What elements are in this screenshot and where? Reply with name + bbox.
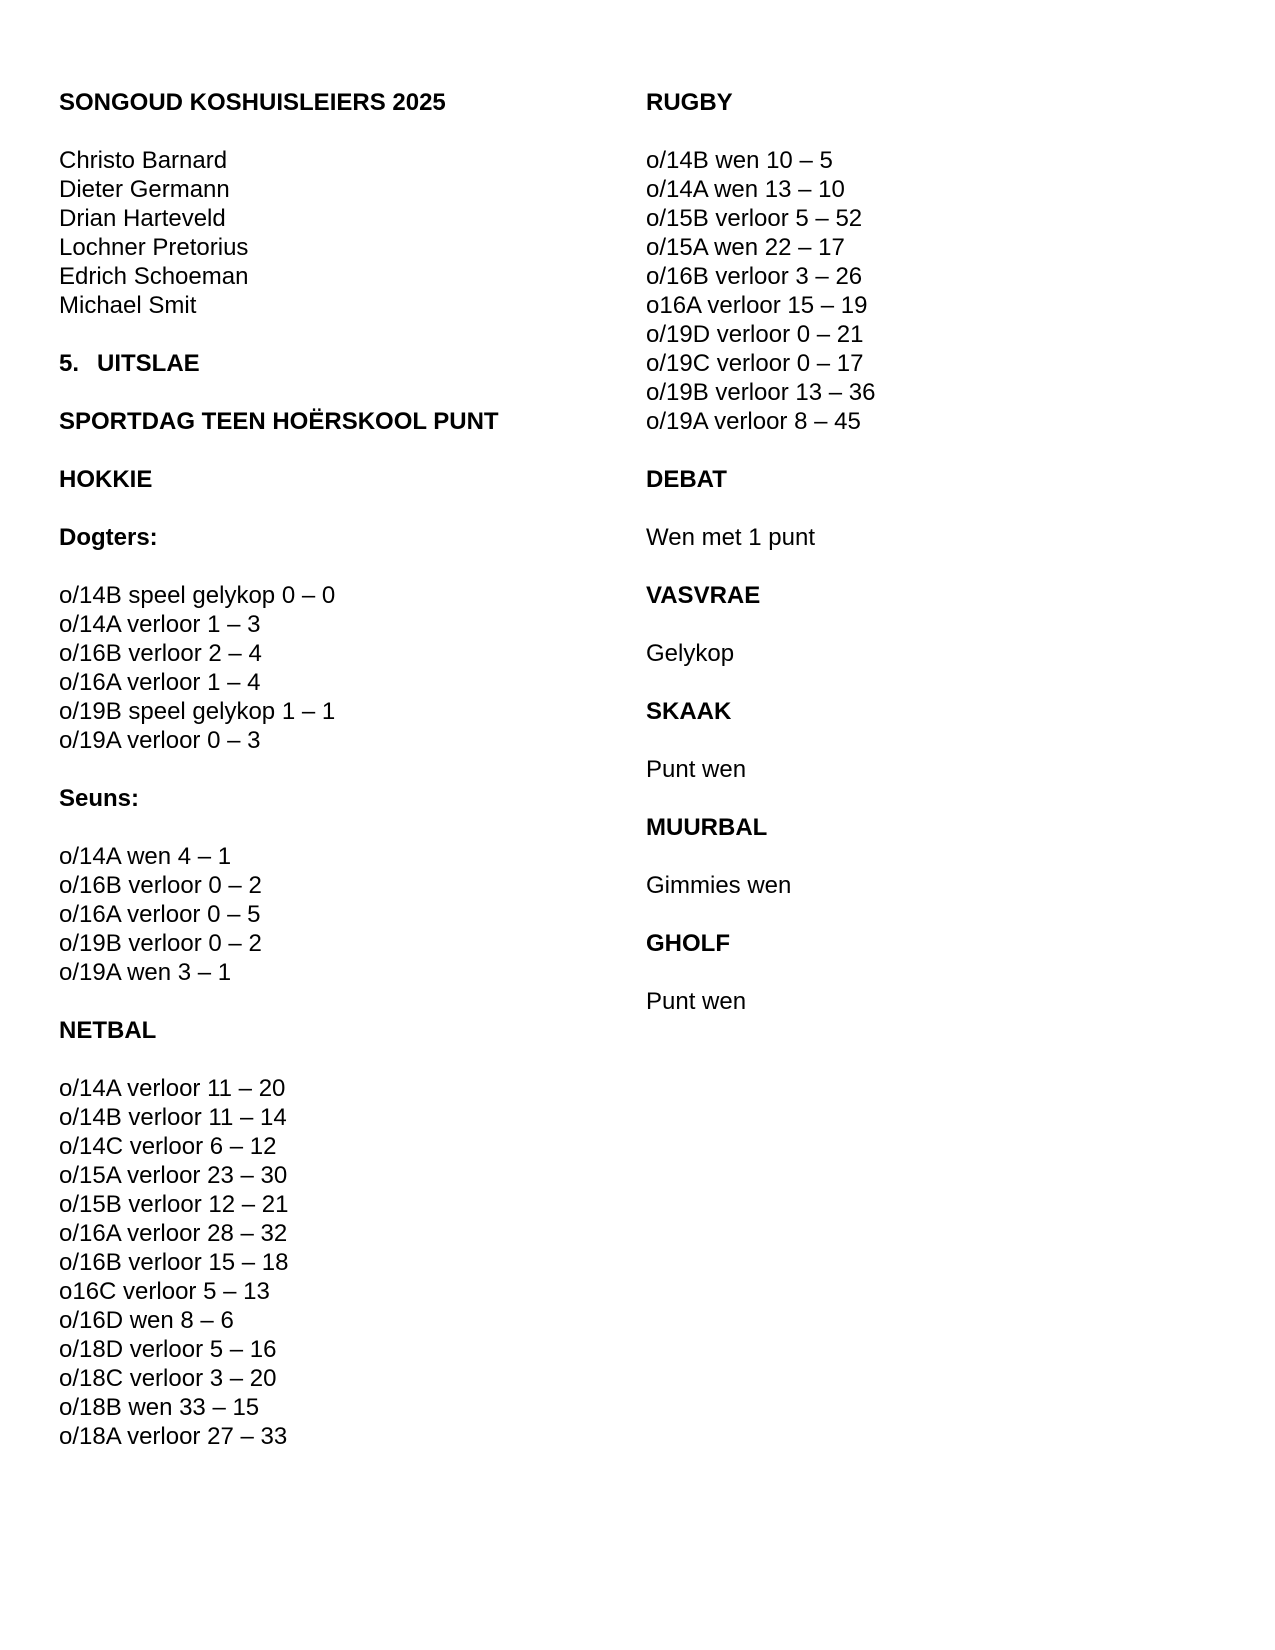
result-line: o/15A wen 22 – 17 xyxy=(646,234,845,261)
hockey-girls-label: Dogters: xyxy=(59,524,158,551)
rugby-results xyxy=(646,146,1206,436)
result-line: o/18D verloor 5 – 16 xyxy=(59,1336,277,1363)
quiz-result: Gelykop xyxy=(646,640,735,667)
result-line: o/14A verloor 1 – 3 xyxy=(59,611,261,638)
hockey-boys-results xyxy=(59,842,619,987)
leader-name: Dieter Germann xyxy=(59,176,230,203)
result-line: o/14B speel gelykop 0 – 0 xyxy=(59,582,336,609)
golf-heading: GHOLF xyxy=(646,930,730,957)
leader-name: Michael Smit xyxy=(59,292,197,319)
section-heading xyxy=(59,349,619,378)
result-line: o/16B verloor 3 – 26 xyxy=(646,263,863,290)
wallball-result: Gimmies wen xyxy=(646,872,792,899)
rugby-heading: RUGBY xyxy=(646,89,733,116)
result-line: o/19B speel gelykop 1 – 1 xyxy=(59,698,336,725)
leader-name: Lochner Pretorius xyxy=(59,234,249,261)
result-line: o/16B verloor 2 – 4 xyxy=(59,640,262,667)
hockey-boys-label: Seuns: xyxy=(59,785,140,812)
leader-name: Edrich Schoeman xyxy=(59,263,249,290)
left-column xyxy=(59,88,619,1451)
result-line: o/19C verloor 0 – 17 xyxy=(646,350,864,377)
result-line: o/16A verloor 1 – 4 xyxy=(59,669,261,696)
result-line: o/16B verloor 0 – 2 xyxy=(59,872,262,899)
wallball-heading: MUURBAL xyxy=(646,814,768,841)
result-line: o/15B verloor 12 – 21 xyxy=(59,1191,289,1218)
section-number: 5. xyxy=(59,350,80,377)
result-line: o/15A verloor 23 – 30 xyxy=(59,1162,288,1189)
result-line: o/19B verloor 13 – 36 xyxy=(646,379,876,406)
sportday-heading: SPORTDAG TEEN HOËRSKOOL PUNT xyxy=(59,408,499,435)
leader-name: Christo Barnard xyxy=(59,147,228,174)
result-line: o/19B verloor 0 – 2 xyxy=(59,930,262,957)
leader-name: Drian Harteveld xyxy=(59,205,226,232)
right-column xyxy=(646,88,1206,1016)
result-line: o16C verloor 5 – 13 xyxy=(59,1278,270,1305)
section-title: UITSLAE xyxy=(97,350,200,377)
golf-result: Punt wen xyxy=(646,988,747,1015)
result-line: o/14C verloor 6 – 12 xyxy=(59,1133,277,1160)
hockey-heading: HOKKIE xyxy=(59,466,153,493)
result-line: o/19D verloor 0 – 21 xyxy=(646,321,864,348)
netball-results xyxy=(59,1074,619,1451)
result-line: o/16D wen 8 – 6 xyxy=(59,1307,234,1334)
result-line: o/18B wen 33 – 15 xyxy=(59,1394,260,1421)
quiz-heading: VASVRAE xyxy=(646,582,761,609)
result-line: o/18A verloor 27 – 33 xyxy=(59,1423,288,1450)
debate-result: Wen met 1 punt xyxy=(646,524,815,551)
result-line: o/14B wen 10 – 5 xyxy=(646,147,833,174)
debate-heading: DEBAT xyxy=(646,466,727,493)
result-line: o/14A verloor 11 – 20 xyxy=(59,1075,286,1102)
result-line: o/18C verloor 3 – 20 xyxy=(59,1365,277,1392)
leaders-heading: SONGOUD KOSHUISLEIERS 2025 xyxy=(59,89,446,116)
result-line: o/14A wen 4 – 1 xyxy=(59,843,232,870)
result-line: o/19A wen 3 – 1 xyxy=(59,959,232,986)
result-line: o/19A verloor 0 – 3 xyxy=(59,727,261,754)
result-line: o/14A wen 13 – 10 xyxy=(646,176,845,203)
leaders-list xyxy=(59,146,619,320)
result-line: o/19A verloor 8 – 45 xyxy=(646,408,861,435)
result-line: o/16A verloor 28 – 32 xyxy=(59,1220,288,1247)
result-line: o/16B verloor 15 – 18 xyxy=(59,1249,289,1276)
result-line: o16A verloor 15 – 19 xyxy=(646,292,868,319)
result-line: o/16A verloor 0 – 5 xyxy=(59,901,261,928)
result-line: o/15B verloor 5 – 52 xyxy=(646,205,863,232)
chess-heading: SKAAK xyxy=(646,698,732,725)
netball-heading: NETBAL xyxy=(59,1017,157,1044)
hockey-girls-results xyxy=(59,581,619,755)
chess-result: Punt wen xyxy=(646,756,747,783)
result-line: o/14B verloor 11 – 14 xyxy=(59,1104,287,1131)
